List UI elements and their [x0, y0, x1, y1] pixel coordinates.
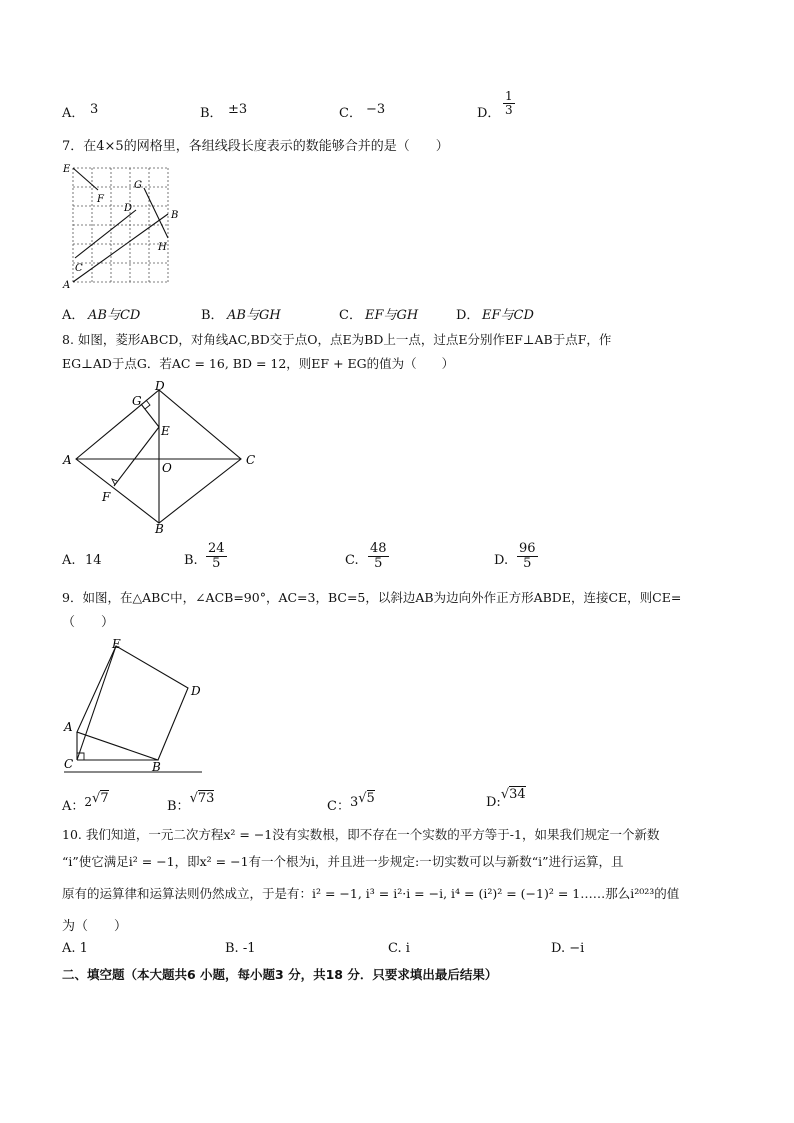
- q7-option-a: AB与CD: [88, 308, 141, 323]
- q6-option-b-label: B．: [200, 106, 223, 121]
- q10-stem-line-3: 原有的运算律和运算法则仍然成立，于是有：i² = −1, i³ = i²·i = −i, i⁴ = (i²)² = (−1)² = 1……那么i²⁰²³的值: [62, 886, 680, 901]
- q7-point-b: B: [171, 210, 179, 221]
- q7-point-h: H: [158, 242, 167, 253]
- square-abde: [77, 646, 188, 760]
- q9-point-c: C: [64, 757, 74, 771]
- q9-option-b-radicand: 73: [197, 791, 215, 806]
- q8-point-o: O: [162, 461, 172, 475]
- q9-option-a-coef: 2: [84, 795, 93, 809]
- q9-stem-line-2: （ ）: [62, 615, 115, 630]
- segment-gh: [144, 188, 168, 238]
- q8-option-c-fraction: [368, 542, 389, 570]
- q7-grid-lines: [73, 168, 168, 282]
- q9-option-c-label: C：: [327, 799, 350, 814]
- q7-option-b-label: B．: [201, 308, 224, 323]
- q8-option-b-fraction: [206, 542, 227, 570]
- q6-option-a-value: 3: [90, 102, 99, 117]
- q8-option-b-label: B.: [184, 553, 198, 568]
- q8-point-a: A: [63, 453, 72, 467]
- q9-option-d-radicand: 34: [509, 787, 526, 802]
- q8-option-c-denominator: 5: [374, 555, 383, 571]
- q7-option-c-label: C．: [339, 308, 362, 323]
- q8-option-b-numerator: 24: [208, 541, 225, 556]
- q9-option-c-radicand: 5: [366, 791, 375, 806]
- q9-option-d: D:√34: [486, 787, 526, 810]
- q7-option-c: EF与GH: [365, 308, 419, 323]
- q7-point-e: E: [63, 164, 71, 175]
- segment-ef: [114, 427, 159, 486]
- q8-option-a-label: A.: [62, 553, 76, 568]
- q9-option-c-coef: 3: [349, 795, 359, 810]
- q6-option-d-fraction: [503, 90, 515, 116]
- q10-option-d: D. −i: [551, 941, 585, 956]
- q9-option-b: B：√73: [167, 791, 215, 814]
- q7-point-c: C: [75, 263, 83, 274]
- q6-option-d-label: D．: [477, 106, 501, 121]
- segment-cd: [75, 210, 136, 258]
- q8-option-d-label: D.: [494, 553, 509, 568]
- q9-point-a: A: [64, 720, 73, 734]
- q7-option-d-label: D．: [456, 308, 480, 323]
- q6-option-a-label: A．: [62, 106, 85, 121]
- q8-option-b-denominator: 5: [212, 555, 221, 571]
- section-2-heading: 二、填空题（本大题共6 小题，每小题3 分，共18 分．只要求填出最后结果）: [62, 967, 498, 982]
- q8-option-d-denominator: 5: [523, 555, 532, 571]
- q10-option-b: B. -1: [225, 941, 256, 956]
- q10-option-c: C. i: [388, 941, 410, 956]
- q8-rhombus-figure: [60, 378, 270, 536]
- q7-point-a: A: [63, 280, 71, 290]
- q8-point-d: D: [155, 379, 165, 393]
- q9-point-b: B: [152, 760, 161, 774]
- q8-stem-line-2: EG⊥AD于点G．若AC = 16, BD = 12，则EF + EG的值为（ ）: [62, 356, 455, 371]
- q7-point-g: G: [134, 180, 142, 191]
- q8-point-g: G: [132, 394, 142, 408]
- q7-stem: 7．在4×5的网格里，各组线段长度表示的数能够合并的是（ ）: [62, 139, 449, 154]
- q8-option-c-numerator: 48: [370, 541, 387, 556]
- q10-stem-line-1: 10. 我们知道，一元二次方程x² = −1没有实数根，即不存在一个实数的平方等于-1，如果我们规定一个新数: [62, 827, 660, 842]
- q9-square-figure: [60, 632, 210, 776]
- q7-point-d: D: [124, 203, 133, 214]
- q8-stem-line-1: 8. 如图，菱形ABCD，对角线AC,BD交于点O，点E为BD上一点，过点E分别作EF⊥AB于点F，作: [62, 332, 612, 347]
- q8-point-e: E: [161, 424, 170, 438]
- q8-point-b: B: [155, 522, 164, 536]
- q8-point-c: C: [246, 453, 256, 467]
- q7-option-b: AB与GH: [227, 308, 281, 323]
- q6-option-c-label: C．: [339, 106, 362, 121]
- q10-option-a: A. 1: [62, 941, 88, 956]
- q9-option-b-label: B：: [167, 799, 190, 814]
- q9-option-a-label: A：: [62, 799, 85, 814]
- q10-stem-line-4: 为（ ）: [62, 919, 128, 934]
- q7-grid-figure: [60, 158, 185, 290]
- right-angle-mark-f: [112, 479, 117, 485]
- q8-point-f: F: [102, 490, 111, 504]
- q9-option-a: A：2√7: [62, 791, 109, 814]
- q6-option-c-value: −3: [366, 102, 386, 117]
- q7-option-a-label: A．: [62, 308, 85, 323]
- q6-option-b-value: ±3: [228, 102, 248, 117]
- segment-eg: [141, 404, 159, 427]
- q8-option-d-numerator: 96: [519, 541, 536, 556]
- q9-option-c: C：3√5: [327, 791, 375, 814]
- q8-option-d-fraction: [517, 542, 538, 570]
- q7-point-f: F: [97, 194, 104, 205]
- q9-stem-line-1: 9．如图，在△ABC中，∠ACB=90°，AC=3，BC=5，以斜边AB为边向外作正方形ABDE，连接CE，则CE=: [62, 590, 682, 605]
- q6-option-d-numerator: 1: [505, 89, 513, 103]
- q8-option-a: 14: [85, 553, 102, 568]
- q9-point-e: E: [112, 637, 121, 651]
- q7-option-d: EF与CD: [482, 308, 534, 323]
- q6-option-d-denominator: 3: [505, 102, 513, 117]
- q10-stem-line-2: “i”使它满足i² = −1，即x² = −1有一个根为i，并且进一步规定:一切实数可以与新数“i”进行运算，且: [62, 854, 624, 869]
- q9-point-d: D: [191, 684, 201, 698]
- q8-option-c-label: C.: [345, 553, 359, 568]
- q9-option-a-radicand: 7: [100, 791, 109, 806]
- q9-option-d-label: D:: [486, 795, 501, 810]
